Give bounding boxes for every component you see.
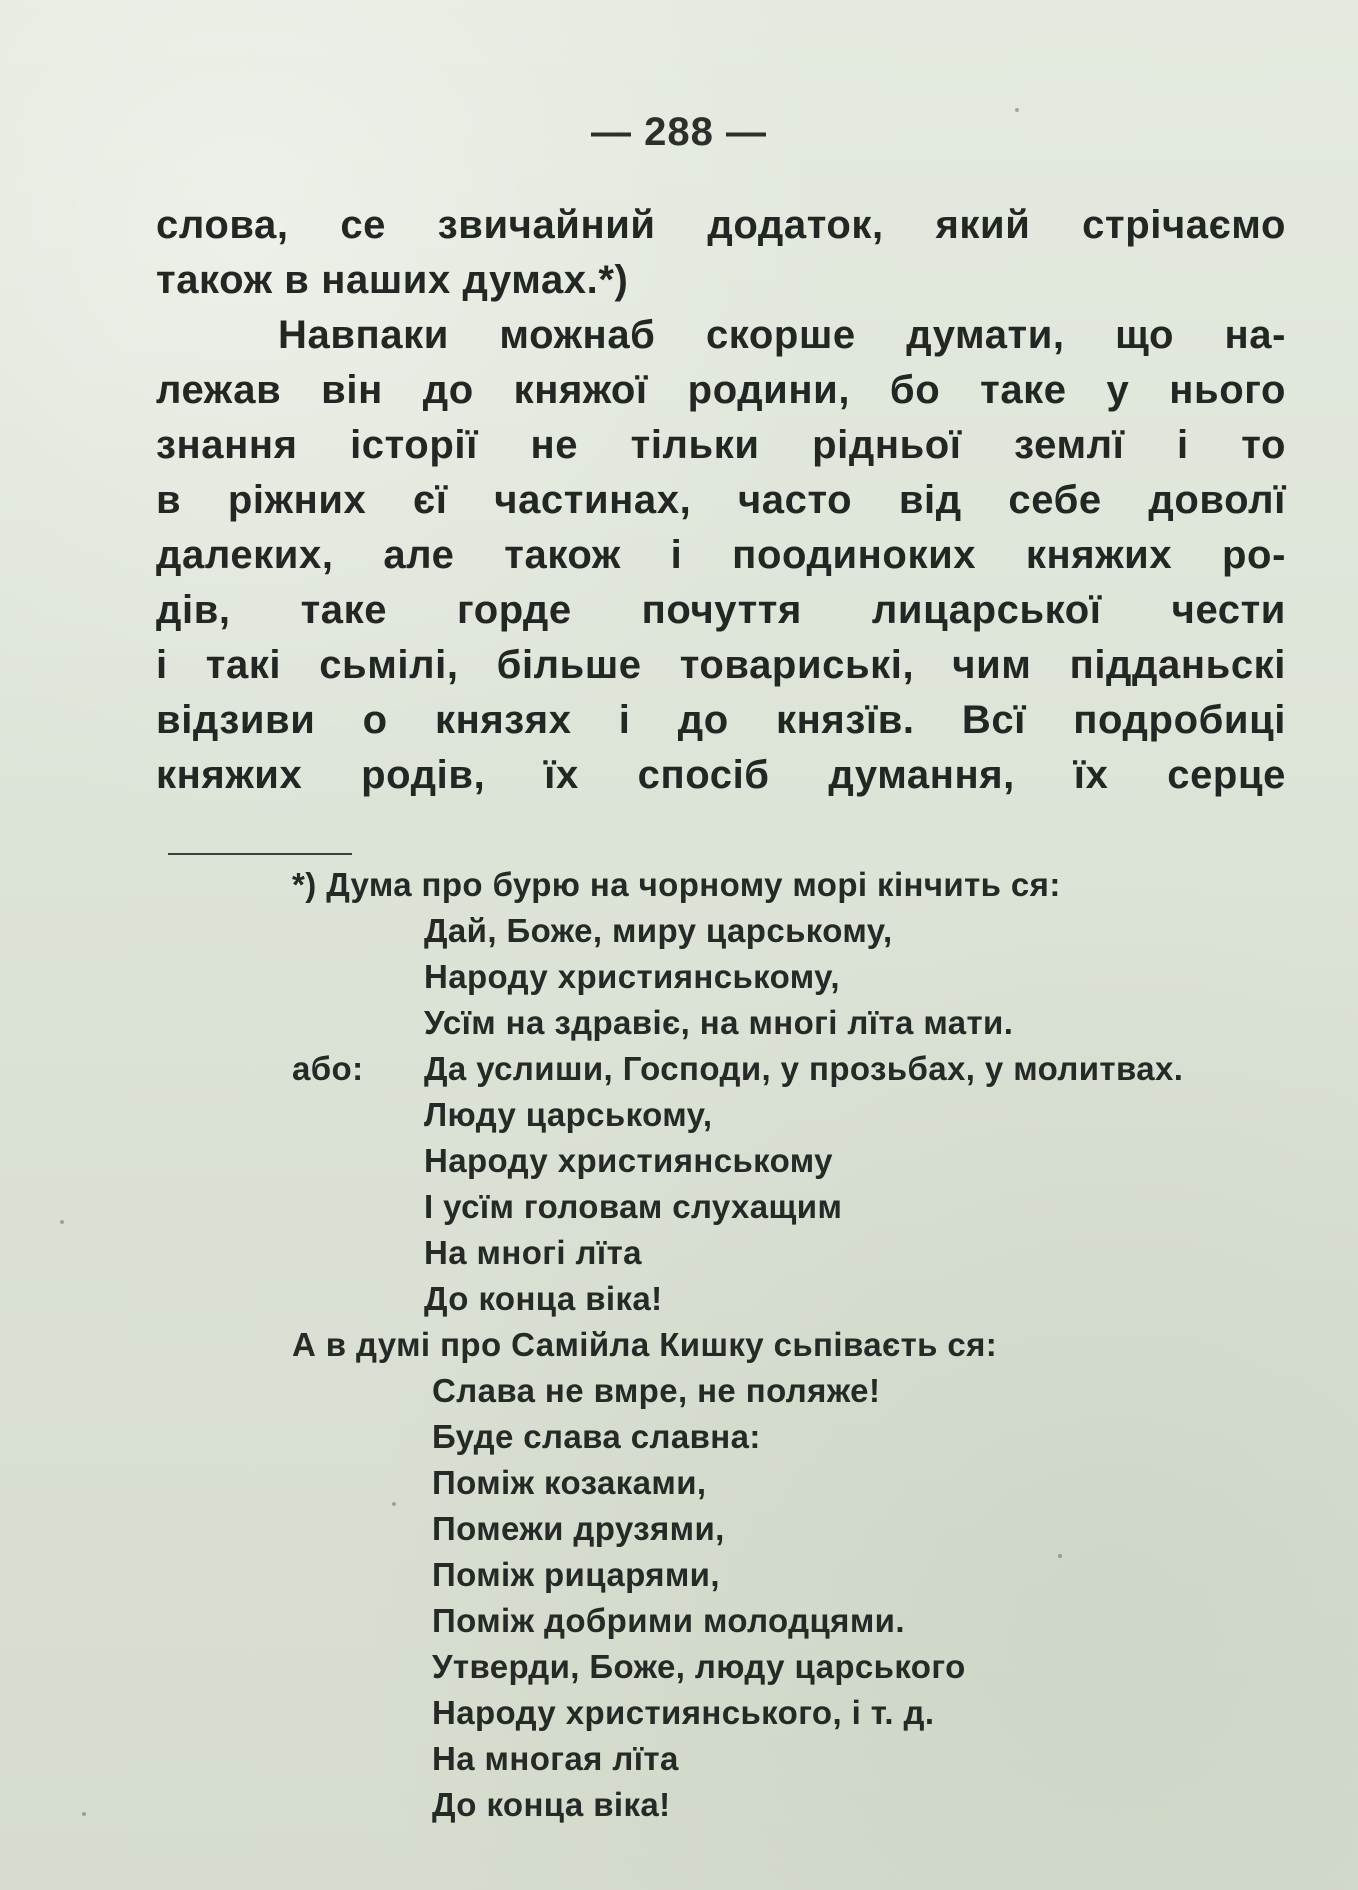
paper-speck — [82, 1812, 86, 1816]
verse-line: На многая лїта — [432, 1740, 679, 1777]
second-intro-line: А в думі про Самійла Кишку сьпіваєть ся: — [292, 1326, 998, 1363]
body-line-9: і такі сьмілі, більше товариські, чим підданьскі — [156, 643, 1286, 687]
verse-line: Буде слава славна: — [432, 1418, 761, 1455]
verse-line: Народу християнському, — [424, 958, 840, 995]
footnote-intro-line — [292, 862, 1332, 908]
verse-line: Народу християнського, і т. д. — [432, 1694, 935, 1731]
main-body-text — [156, 198, 1286, 803]
verse-line: Утверди, Боже, люду царського — [432, 1648, 966, 1685]
paper-speck — [1058, 1554, 1062, 1558]
verse-line: Помежи друзями, — [432, 1510, 725, 1547]
page-number: — 288 — — [591, 110, 767, 154]
footnote-intro-text: Дума про бурю на чорному морі кінчить ся: — [326, 866, 1061, 903]
verse-line: Поміж добрими молодцями. — [432, 1602, 905, 1639]
verse-line: На многі лїта — [424, 1234, 642, 1271]
alternative-label: або: — [292, 1050, 364, 1087]
body-line-11: княжих родів, їх спосіб думання, їх серце — [156, 753, 1286, 797]
paper-speck — [392, 1502, 396, 1506]
verse-line: До конца віка! — [424, 1280, 663, 1317]
body-line-8: дів, таке горде почуття лицарської чести — [156, 588, 1286, 632]
body-line-4: лежав він до княжої родини, бо таке у нього — [156, 368, 1286, 412]
footnote-separator-rule — [168, 853, 352, 855]
verse-line: Поміж рицарями, — [432, 1556, 720, 1593]
verse-line: Слава не вмре, не поляже! — [432, 1372, 881, 1409]
footnote-block — [292, 862, 1332, 1828]
body-line-6: в ріжних єї частинах, часто від себе доволї — [156, 478, 1286, 522]
verse-line: Люду царському, — [424, 1096, 713, 1133]
verse-line: Народу християнському — [424, 1142, 833, 1179]
footnote-marker: *) — [292, 866, 317, 903]
verse-line: Поміж козаками, — [432, 1464, 707, 1501]
alternative-verse-line — [292, 1046, 1332, 1092]
paper-speck — [60, 1220, 64, 1224]
alternative-first-line: Да услиши, Господи, у прозьбах, у молитвах. — [424, 1050, 1184, 1087]
verse-line: Дай, Боже, миру царському, — [424, 912, 893, 949]
body-line-2: також в наших думах.*) — [156, 258, 629, 302]
verse-line: Усїм на здравіє, на многі лїта мати. — [424, 1004, 1014, 1041]
verse-line: І усїм головам слухащим — [424, 1188, 843, 1225]
paper-speck — [1015, 108, 1019, 112]
body-line-5: знання історії не тільки рідньої землї і то — [156, 423, 1286, 467]
body-line-7: далеких, але також і поодиноких княжих ро- — [156, 533, 1286, 577]
body-line-3: Навпаки можнаб скорше думати, що на- — [278, 313, 1286, 357]
body-line-10: відзиви о князях і до князїв. Всї подробиці — [156, 698, 1286, 742]
verse-line: До конца віка! — [432, 1786, 671, 1823]
body-line-1: слова, се звичайний додаток, який стрічаємо — [156, 203, 1286, 247]
